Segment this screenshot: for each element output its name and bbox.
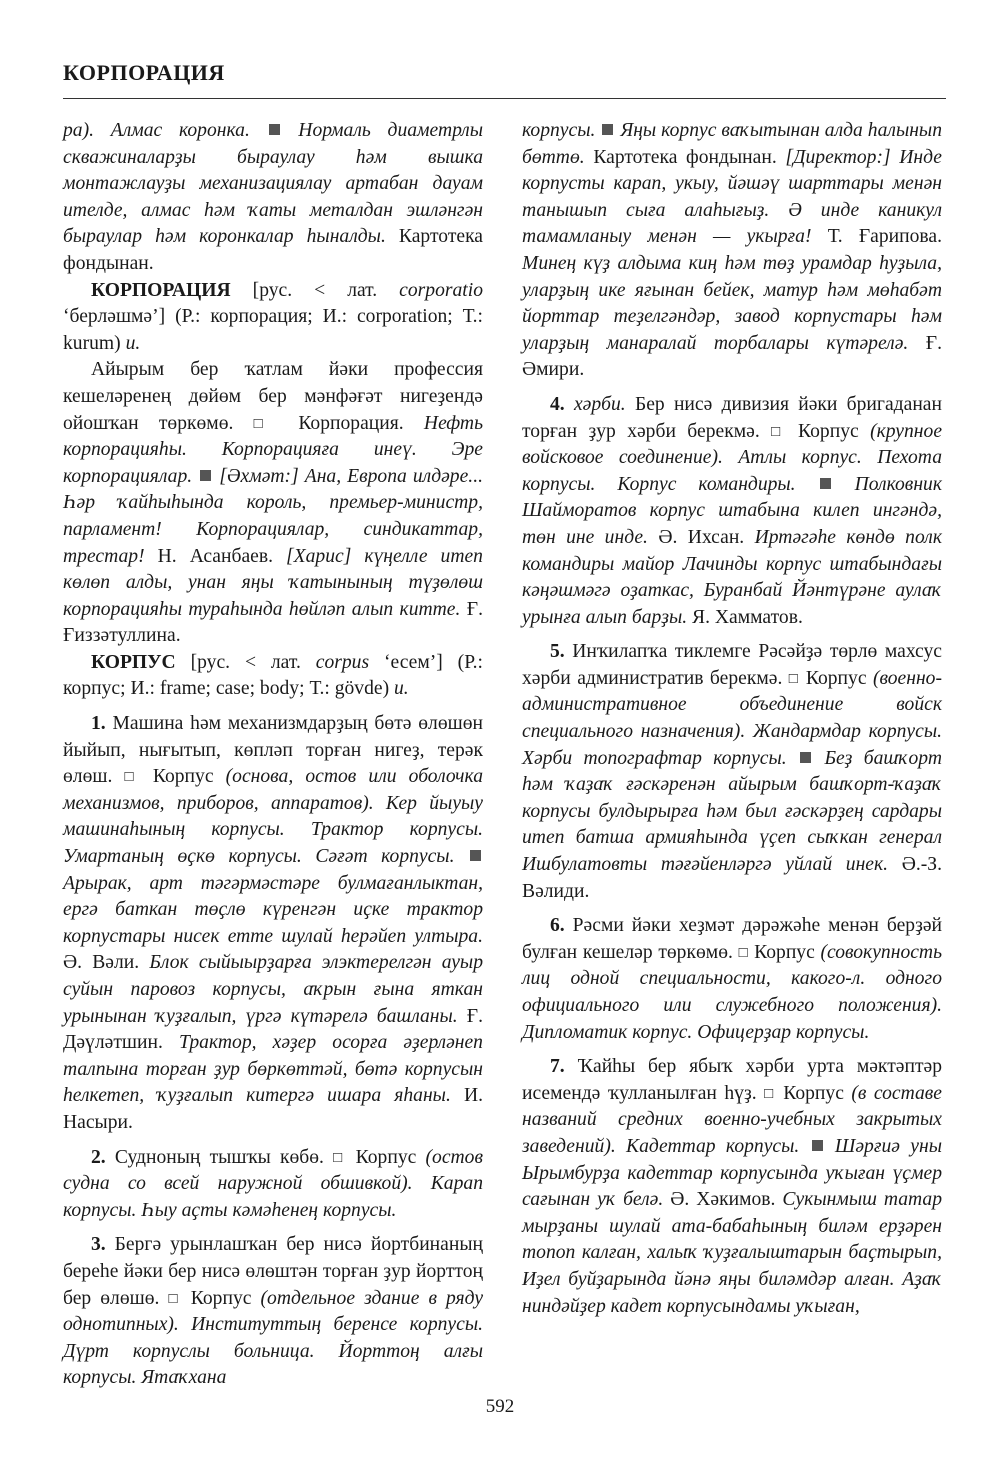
headword: КОРПОРАЦИЯ — [91, 279, 231, 301]
running-header: КОРПОРАЦИЯ — [63, 60, 225, 85]
entry-korpus: КОРПУС [рус. < лат. corpus ‘есем’] (Р.: корпус; И.: frame; case; body; Т.: gövde) и. — [63, 651, 483, 700]
sense-6: 6. Рәсми йәки хеҙмәт дәрәжәһе менән берҙәй булған кешеләр төркөмө. □ Корпус (совокупность лиц одной специальности, какого-л. одного официального или служебного положения). Дипломатик корпус. Офицерҙар корпусы. — [522, 915, 942, 1043]
sense-7: 7. Ҡайһы бер ябыҡ хәрби урта мәктәптәр исемендә ҡулланылған һүҙ. □ Корпус (в составе названий средних военно-учебных закрытых заведений). Кадеттар корпусы. Шәрғиә уны Ырымбурҙа кадеттар корпусында уҡыған үҫмер сағынан уҡ белә. Ә. Хәкимов. Сукынмыш татар мырҙаны шулай ата-бабаһының биләм ерҙәрен топоп калған, халыҡ ҡуҙғалыштарын баҫтырып, Иҙел буйҙарында йәнә яңы биләмдәр алған. Аҙаҡ ниндәйҙер кадет корпусындамы уҡыған, — [522, 1056, 942, 1317]
sense-5: 5. Инҡилапҡа тиклемге Рәсәйҙә төрлө махсус хәрби административ берекмә. □ Корпус (военно-административное объединение войск специального назначения). Жандармдар корпусы. Хәрби топографтар корпусы. Беҙ башҡорт һәм ҡаҙаҡ ғәскәренән айырым башҡорт-ҡаҙаҡ корпусы булдырырға һәм был ғәскәрҙең сардары итеп батша армияһында үҫеп сыҡкан генерал Ишбулатовты тәғәйенләргә уйлай инек. Ә.-З. Вәлиди. — [522, 641, 943, 902]
open-square-icon: □ — [788, 670, 800, 687]
entry-continuation: ра). Алмас коронка. Нормаль диаметрлы скважиналарҙы быраулау һәм вышка монтажлауҙы механизациялау артабан дауам ителде, алмас һәм ҡаты металдан эшләнгән быраулар һәм коронкалар һыналды. Картотека фондынан. — [63, 120, 483, 274]
right-column — [522, 118, 942, 1320]
open-square-icon: □ — [253, 415, 279, 432]
sense-1: 1. Машина һәм механизмдарҙың бөтә өлөшөн йыйып, нығытып, көпләп торған нигеҙ, терәк өлөш. □ Корпус (основа, остов или оболочка механизмов, приборов, аппаратов). Кер йыуыу машинаһының корпусы. Трактор корпусы. Умартаның өҫкө корпусы. Сәғәт корпусы. Арырак, арт тәгәрмәстәре булмағанлыктан, ергә баткан төҫлө күренгән иҫке трактор корпустары нисек етте шулай һерәйеп ултыра. Ә. Вәли. Блок сыйыырҙарға элэктерелгән ауыр суйын паровоз корпусы, аҡрын ғына яткан урынынан ҡуҙғалып, үргә күтәрелә башланы. Ғ. Дәүләтшин. Трактор, хәҙер осорға әҙерләнеп талпына торған ҙур бөркөттәй, бөтә корпусын һелкетеп, ҡуҙғалып китергә ишара яһаны. И. Насыри. — [63, 713, 483, 1133]
filled-square-icon — [470, 850, 481, 861]
filled-square-icon — [800, 752, 811, 763]
entry-korporatsiya: КОРПОРАЦИЯ [рус. < лат. corporatio ‘берләшмә’] (Р.: корпорация; И.: corporation; Т.: kurum) и. — [63, 279, 483, 354]
open-square-icon: □ — [168, 1290, 182, 1307]
open-square-icon: □ — [738, 944, 749, 961]
sense-2: 2. Судноның тышҡы көбө. □ Корпус (остов судна со всей наружной обшивкой). Карап корпусы. Һыу аҫты кәмәһенең корпусы. — [63, 1146, 483, 1221]
open-square-icon: □ — [333, 1149, 347, 1166]
open-square-icon: □ — [124, 769, 141, 786]
header-rule — [63, 98, 946, 99]
headword: КОРПУС — [91, 651, 176, 673]
filled-square-icon — [269, 124, 280, 135]
definition: Айырым бер ҡатлам йәки профессия кешеләренең дөйөм бер мәнфәғәт нигеҙендә ойошҡан төркөмө. □ Корпорация. Нефть корпорацияһы. Корпорацияға инеү. Эре корпорациялар. [Әхмәт:] Ана, Европа илдәре... Һәр ҡайһыһында король, премьер-министр, парламент! Корпорациялар, синдикаттар, трестар! Н. Асанбаев. [Харис] күңелле итеп көлөп алды, унан яңы ҡатынының түҙөлөш корпорацияһы тураһында һөйләп алып китте. Ғ. Ғиззәтуллина. — [63, 359, 483, 647]
sense-3: 3. Бергә урынлашҡан бер нисә йортбинаның береһе йәки бер нисә өлөштән торған ҙур йорттоң бер өлөшө. □ Корпус (отдельное здание в ряду однотипных). Институттың беренсе корпусы. Дүрт корпуслы больница. Йорттоң алғы корпусы. Ятаҡхана — [63, 1234, 484, 1389]
page-number: 592 — [485, 1396, 515, 1417]
open-square-icon: □ — [764, 1085, 776, 1102]
filled-square-icon — [200, 470, 211, 481]
filled-square-icon — [602, 124, 613, 135]
open-square-icon: □ — [771, 423, 787, 440]
filled-square-icon — [812, 1140, 823, 1151]
left-column — [63, 118, 483, 1392]
sense-3-continuation: корпусы. Яңы корпус ваҡытынан алда һалынып бөттө. Картотека фондынан. [Директор:] Инде корпусты карап, укыу, йәшәү шарттары менән танышып сыға алаһығыҙ. Ә инде каникул тамамланыу менән — укырға! Т. Ғарипова. Минең күҙ алдыма киң һәм төҙ урамдар һуҙыла, уларҙың ике яғынан бейек, матур һәм мөһабәт йорттар теҙелгәндәр, завод корпустары һәм уларҙың манаралай торбалары күтәрелә. Ғ. Әмири. — [522, 120, 942, 381]
filled-square-icon — [820, 478, 831, 489]
sense-4: 4. хәрби. Бер нисә дивизия йәки бригаданан торған ҙур хәрби берекмә. □ Корпус (крупное войсковое соединение). Атлы корпус. Пехота корпусы. Корпус командиры. Полковник Шайморатов корпус штабына килеп ингәндә, төн ине инде. Ә. Ихсан. Иртәгәһе көндө полк командиры майор Лачинды корпус штабындағы кәңәшмәгә оҙаткас, Буранбай Йәнтүрәне аулаҡ урынға алып барҙы. Я. Хамматов. — [522, 393, 943, 628]
